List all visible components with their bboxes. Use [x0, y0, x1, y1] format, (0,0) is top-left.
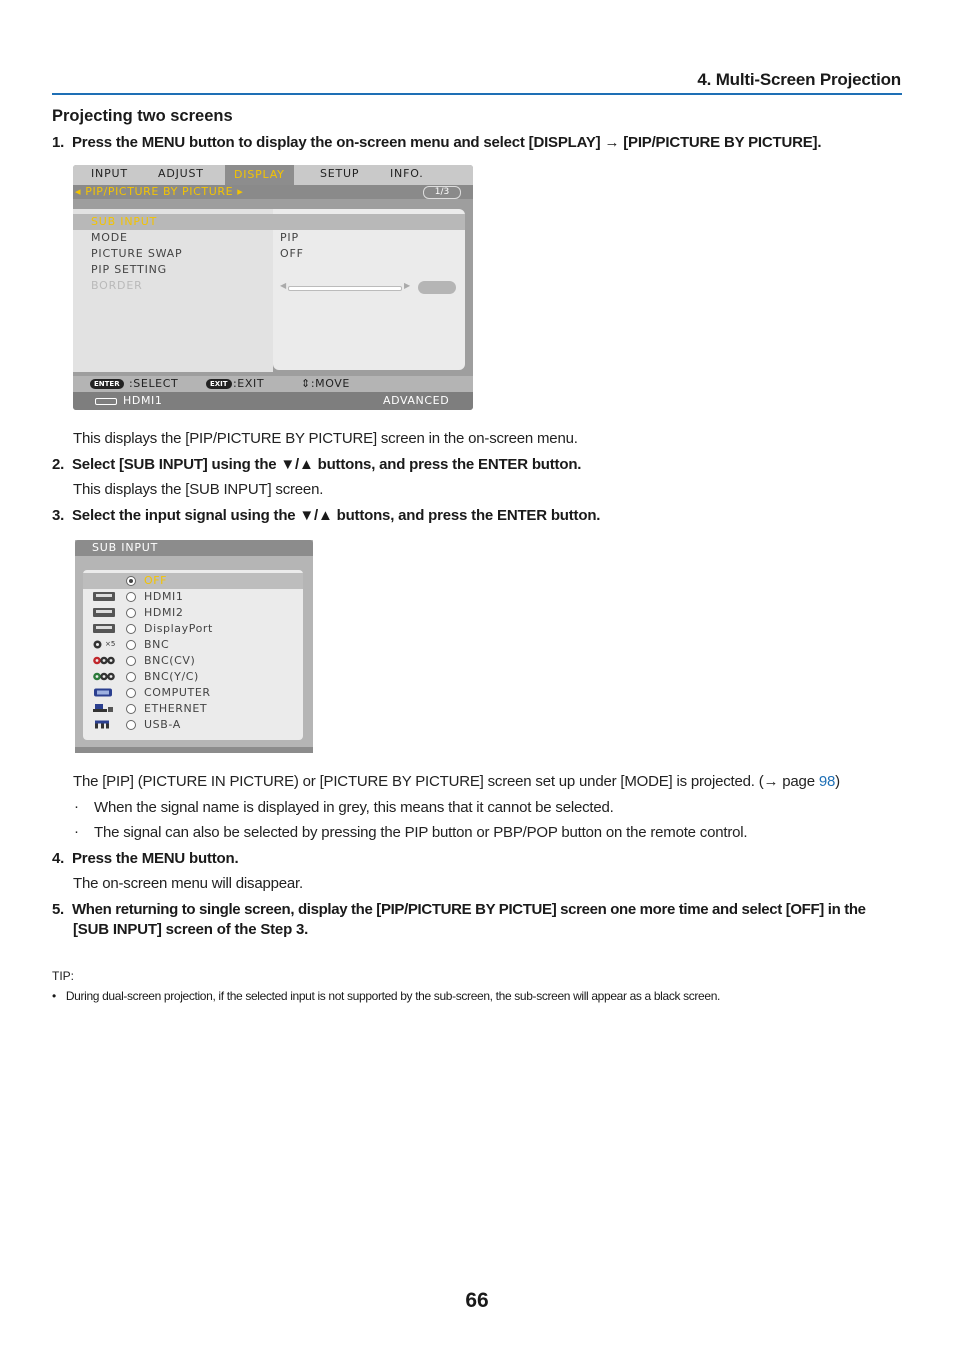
radio-icon[interactable] [126, 624, 136, 634]
radio-icon[interactable] [126, 592, 136, 602]
step-4 [52, 850, 238, 867]
option-bnc-yc[interactable] [75, 669, 313, 685]
step-text-line-1: When returning to single screen, display the [PIP/PICTURE BY PICTUE] screen one more time and select [OFF] in the [72, 901, 866, 918]
hdmi-icon [93, 592, 115, 601]
step-number: 3. [52, 507, 65, 524]
sub-input-bottom-bar [75, 747, 313, 753]
option-label: HDMI2 [144, 606, 184, 619]
radio-icon[interactable] [126, 656, 136, 666]
option-label: OFF [144, 574, 168, 587]
step-1 [52, 134, 821, 151]
option-label: BNC(Y/C) [144, 670, 199, 683]
computer-icon [93, 688, 115, 697]
option-usb-a[interactable] [75, 717, 313, 733]
tab-input[interactable]: INPUT [91, 167, 128, 180]
option-hdmi2[interactable] [75, 605, 313, 621]
option-computer[interactable] [75, 685, 313, 701]
bullet-text: The signal can also be selected by pressing the PIP button or PBP/POP button on the remote control. [94, 824, 748, 841]
option-off[interactable] [75, 573, 313, 589]
tab-adjust[interactable]: ADJUST [158, 167, 204, 180]
menu-tab-bar [73, 165, 473, 185]
option-label: HDMI1 [144, 590, 184, 603]
option-ethernet[interactable] [75, 701, 313, 717]
option-label: DisplayPort [144, 622, 213, 635]
osd-sub-input-menu [75, 540, 313, 753]
bnc-yc-icon [93, 672, 115, 681]
option-label: ETHERNET [144, 702, 208, 715]
radio-icon[interactable] [126, 672, 136, 682]
step-number: 2. [52, 456, 65, 473]
hdmi-icon [95, 398, 117, 405]
osd-display-menu [73, 165, 473, 410]
hint-move: ⇕:MOVE [301, 377, 350, 390]
step-text: Press the MENU button to display the on-screen menu and select [DISPLAY] → [PIP/PICTURE BY PICTURE]. [72, 134, 822, 151]
footer-mode: ADVANCED [383, 394, 450, 407]
option-bnc-cv[interactable] [75, 653, 313, 669]
bullet-item [74, 823, 748, 841]
step-number: 1. [52, 134, 65, 151]
bullet-text: When the signal name is displayed in grey, this means that it cannot be selected. [94, 799, 614, 816]
radio-icon[interactable] [126, 688, 136, 698]
hint-select: :SELECT [129, 377, 179, 390]
step-number: 5. [52, 901, 64, 918]
radio-icon[interactable] [126, 720, 136, 730]
hint-bar [73, 376, 473, 392]
tab-info[interactable]: INFO. [390, 167, 424, 180]
bullet-mark: · [74, 798, 79, 815]
hint-exit: :EXIT [233, 377, 265, 390]
step-text: Select [SUB INPUT] using the ▼/▲ buttons, and press the ENTER button. [72, 456, 582, 473]
option-bnc[interactable] [75, 637, 313, 653]
tab-display[interactable]: DISPLAY [225, 165, 294, 185]
step-1-note: This displays the [PIP/PICTURE BY PICTURE] screen in the on-screen menu. [73, 430, 578, 447]
border-value-pill [418, 281, 456, 294]
slider-left-arrow-icon: ◀ [280, 281, 287, 290]
menu-item-picture-swap[interactable]: PICTURE SWAP [91, 247, 183, 260]
note-text: The [PIP] (PICTURE IN PICTURE) or [PICTURE BY PICTURE] screen set up under [MODE] is projected. (→ page [73, 773, 819, 790]
tip-text: During dual-screen projection, if the selected input is not supported by the sub-screen, the sub-screen will appear as a black screen. [65, 989, 721, 1003]
menu-item-sub-input[interactable]: SUB INPUT [91, 215, 158, 228]
status-footer [73, 392, 473, 410]
bnc-multiplier: ×5 [105, 640, 116, 648]
displayport-icon [93, 624, 115, 633]
picture-swap-value: OFF [280, 247, 304, 260]
step-2 [52, 456, 581, 473]
tip-item [52, 989, 720, 1003]
submenu-title[interactable]: ◂ PIP/PICTURE BY PICTURE ▸ [75, 185, 244, 198]
menu-item-pip-setting[interactable]: PIP SETTING [91, 263, 167, 276]
option-hdmi1[interactable] [75, 589, 313, 605]
step-5-cont: [SUB INPUT] screen of the Step 3. [73, 921, 309, 938]
section-title: Projecting two screens [52, 107, 233, 125]
note-text-end: ) [835, 773, 840, 790]
step-3 [52, 507, 600, 524]
option-label: BNC(CV) [144, 654, 196, 667]
exit-key-icon: EXIT [206, 379, 232, 389]
hdmi-icon [93, 608, 115, 617]
bullet-mark: · [74, 823, 79, 840]
sub-input-title: SUB INPUT [92, 541, 159, 554]
submenu-bar [73, 185, 473, 199]
enter-key-icon: ENTER [90, 379, 124, 389]
radio-icon[interactable] [126, 608, 136, 618]
ethernet-icon [93, 704, 115, 713]
bullet-item [74, 798, 614, 816]
radio-icon[interactable] [126, 640, 136, 650]
page-indicator: 1/3 [423, 186, 461, 199]
page-link[interactable]: 98 [818, 773, 836, 790]
page-number: 66 [465, 1289, 489, 1312]
sub-input-title-bar [75, 540, 313, 556]
border-slider [288, 286, 402, 291]
usb-a-icon [93, 720, 115, 729]
bnc-cv-icon [93, 656, 115, 665]
radio-selected-icon[interactable] [126, 576, 136, 586]
step-3-note [73, 773, 840, 790]
option-label: COMPUTER [144, 686, 211, 699]
step-number: 4. [52, 850, 65, 867]
option-label: USB-A [144, 718, 181, 731]
step-5 [52, 901, 902, 918]
radio-icon[interactable] [126, 704, 136, 714]
slider-right-arrow-icon: ▶ [404, 281, 411, 290]
menu-item-border: BORDER [91, 279, 143, 292]
tip-label: TIP: [52, 969, 75, 983]
menu-item-mode[interactable]: MODE [91, 231, 128, 244]
step-4-note: The on-screen menu will disappear. [73, 875, 303, 892]
mode-value: PIP [280, 231, 299, 244]
tip-bullet: • [52, 989, 56, 1003]
footer-source: HDMI1 [123, 394, 163, 407]
step-text: Select the input signal using the ▼/▲ buttons, and press the ENTER button. [72, 507, 601, 524]
option-displayport[interactable] [75, 621, 313, 637]
step-text: Press the MENU button. [72, 850, 239, 867]
step-2-note: This displays the [SUB INPUT] screen. [73, 481, 324, 498]
option-label: BNC [144, 638, 170, 651]
tab-setup[interactable]: SETUP [320, 167, 360, 180]
chapter-title: 4. Multi-Screen Projection [697, 70, 901, 89]
header-rule [52, 93, 902, 95]
